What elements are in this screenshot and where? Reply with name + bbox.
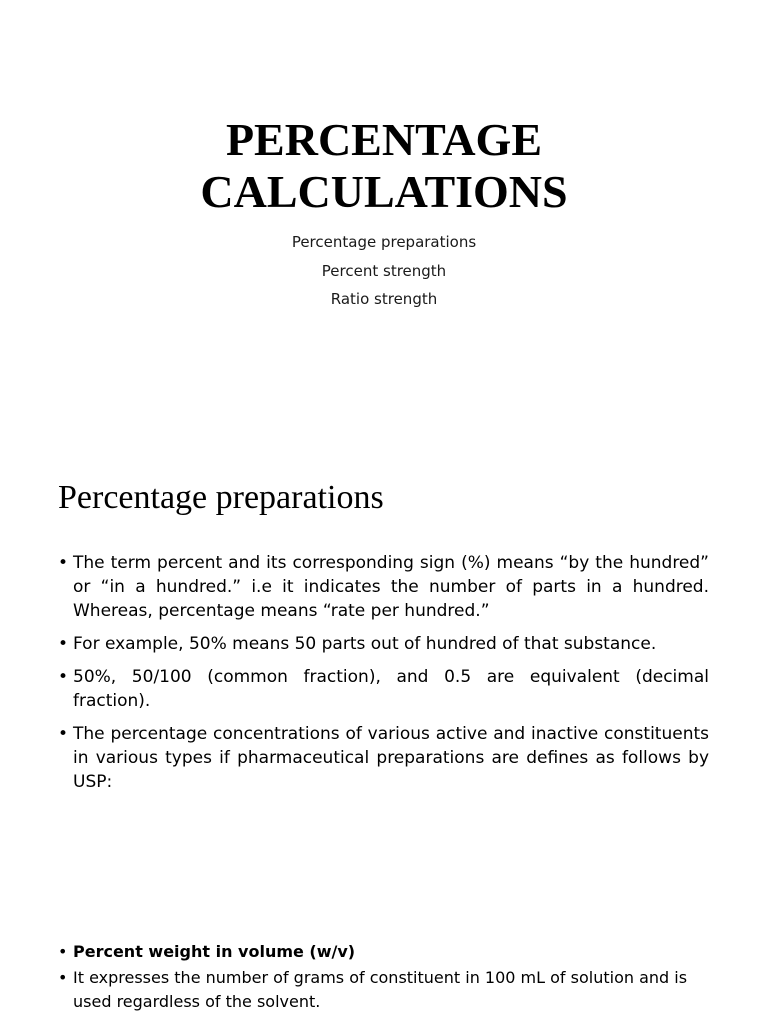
list-item (58, 966, 709, 1014)
list-item (58, 551, 709, 623)
subtitle-item: Percentage preparations (291, 233, 477, 251)
definition-text: It expresses the number of grams of constituent in 100 mL of solution and is used regardless of the solvent. (73, 968, 688, 1011)
definition-heading: Percent weight in volume (w/v) (73, 942, 356, 961)
bullet-icon: • (58, 942, 68, 961)
list-item (58, 722, 709, 794)
title-slide (0, 0, 768, 432)
title-line-1: PERCENTAGE (225, 114, 543, 165)
list-item (58, 665, 709, 713)
bullet-icon: • (58, 968, 68, 987)
bullet-icon: • (58, 667, 69, 687)
bullet-text: For example, 50% means 50 parts out of hundred of that substance. (73, 634, 657, 654)
list-item (58, 632, 709, 656)
bullet-text: The percentage concentrations of various active and inactive constituents in various types if pharmaceutical preparations are defines as follows by USP: (73, 724, 709, 792)
bullet-icon: • (58, 553, 69, 573)
bullet-list (58, 551, 709, 803)
list-item (58, 940, 709, 964)
bullet-text: 50%, 50/100 (common fraction), and 0.5 are equivalent (decimal fraction). (73, 667, 709, 711)
subtitle-item: Percent strength (321, 261, 447, 280)
subtitle-item: Ratio strength (330, 290, 438, 308)
title-line-2: CALCULATIONS (200, 166, 568, 217)
bullet-text: The term percent and its corresponding sign (%) means “by the hundred” or “in a hundred.” i.e it indicates the number of parts in a hundred. Whereas, percentage means “rate per hundred.” (73, 553, 709, 621)
page-title (0, 114, 768, 218)
bullet-icon: • (58, 724, 69, 744)
bullet-icon: • (58, 634, 69, 654)
section-title: Percentage preparations (58, 479, 384, 516)
content-slide (0, 432, 768, 1024)
definition-list (58, 940, 709, 1016)
subtitle-list (0, 228, 768, 314)
